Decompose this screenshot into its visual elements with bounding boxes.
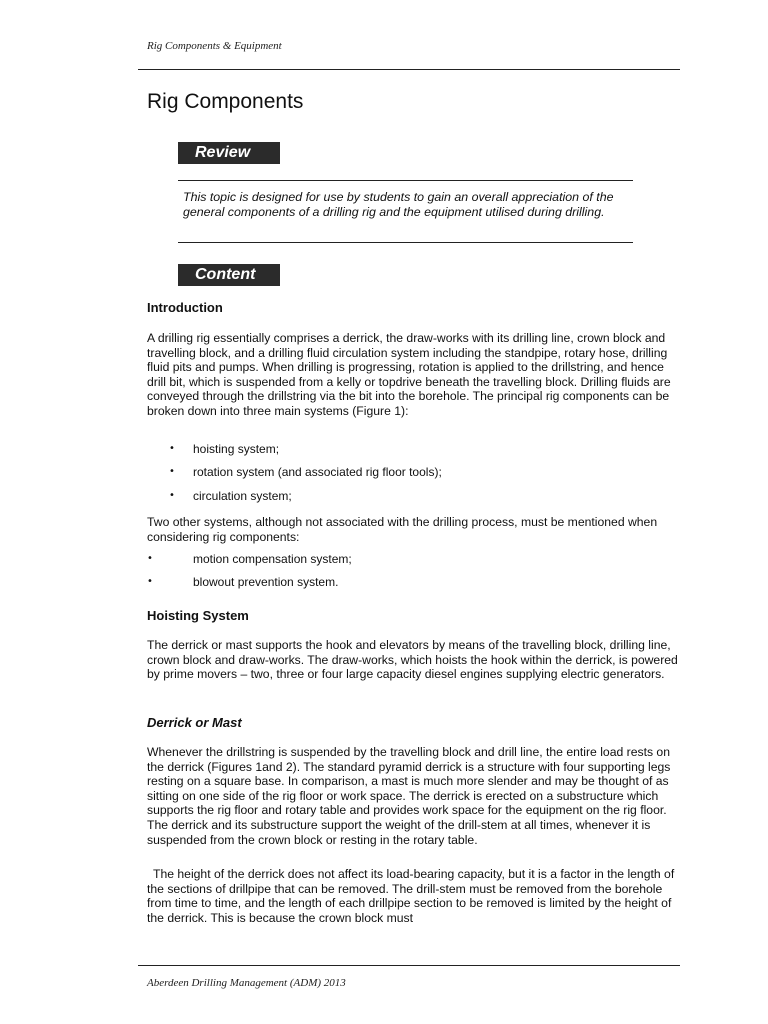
bullet-dot: • bbox=[169, 490, 175, 501]
introduction-heading: Introduction bbox=[147, 300, 223, 315]
running-header: Rig Components & Equipment bbox=[147, 40, 282, 52]
list-item: blowout prevention system. bbox=[193, 575, 339, 589]
list-item: circulation system; bbox=[193, 489, 292, 503]
hoisting-heading: Hoisting System bbox=[147, 608, 249, 623]
footer-text: Aberdeen Drilling Management (ADM) 2013 bbox=[147, 977, 346, 989]
review-text: This topic is designed for use by students to gain an overall appreciation of the general components of a drilling rig and the equipment utilised during drilling. bbox=[183, 190, 614, 219]
list-item: motion compensation system; bbox=[193, 552, 352, 566]
review-top-rule bbox=[178, 180, 633, 181]
header-rule bbox=[138, 69, 680, 70]
introduction-paragraph: A drilling rig essentially comprises a derrick, the draw-works with its drilling line, crown block and travelling block, and a drilling fluid circulation system including the standpipe, rotary hose, drilling fluid pits and pumps. When drilling is progressing, rotation is applied to the drillstring, and hence drill bit, which is suspended from a kelly or topdrive beneath the travelling block. Drilling fluids are conveyed through the drillstring via the bit into the borehole. The principal rig components can be broken down into three main systems (Figure 1): bbox=[147, 331, 671, 418]
bullet-dot: • bbox=[169, 466, 175, 477]
derrick-heading: Derrick or Mast bbox=[147, 715, 242, 730]
other-systems-paragraph: Two other systems, although not associated with the drilling process, must be mentioned when considering rig components: bbox=[147, 515, 658, 544]
review-bottom-rule bbox=[178, 242, 633, 243]
derrick-paragraph-2: The height of the derrick does not affect its load-bearing capacity, but it is a factor in the length of the sections of drillpipe that can be removed. The drill-stem must be removed from the borehole from time to time, and the length of each drillpipe section to be removed is limited by the height of the derrick. This is because the crown block must bbox=[147, 867, 675, 925]
hoisting-paragraph: The derrick or mast supports the hook and elevators by means of the travelling block, drilling line, crown block and draw-works. The draw-works, which hoists the hook within the derrick, is powered by prime movers – two, three or four large capacity diesel engines supplying electric generators. bbox=[147, 638, 678, 682]
derrick-paragraph-1: Whenever the drillstring is suspended by the travelling block and drill line, the entire load rests on the derrick (Figures 1and 2). The standard pyramid derrick is a structure with four supporting legs resting on a square base. In comparison, a mast is much more slender and may be thought of as sitting on one side of the rig floor or work space. The derrick is erected on a substructure which supports the rig floor and rotary table and provides work space for the equipment on the rig floor. The derrick and its substructure support the weight of the drill-stem at all times, whenever it is suspended from the crown block or resting in the rotary table. bbox=[147, 745, 671, 847]
footer-rule bbox=[138, 965, 680, 966]
bullet-dot: • bbox=[147, 576, 153, 587]
list-item: hoisting system; bbox=[193, 442, 280, 456]
content-label: Content bbox=[178, 264, 280, 286]
bullet-dot: • bbox=[147, 553, 153, 564]
review-label: Review bbox=[178, 142, 280, 164]
list-item: rotation system (and associated rig floor tools); bbox=[193, 465, 442, 479]
bullet-dot: • bbox=[169, 443, 175, 454]
page-title: Rig Components bbox=[147, 90, 304, 113]
